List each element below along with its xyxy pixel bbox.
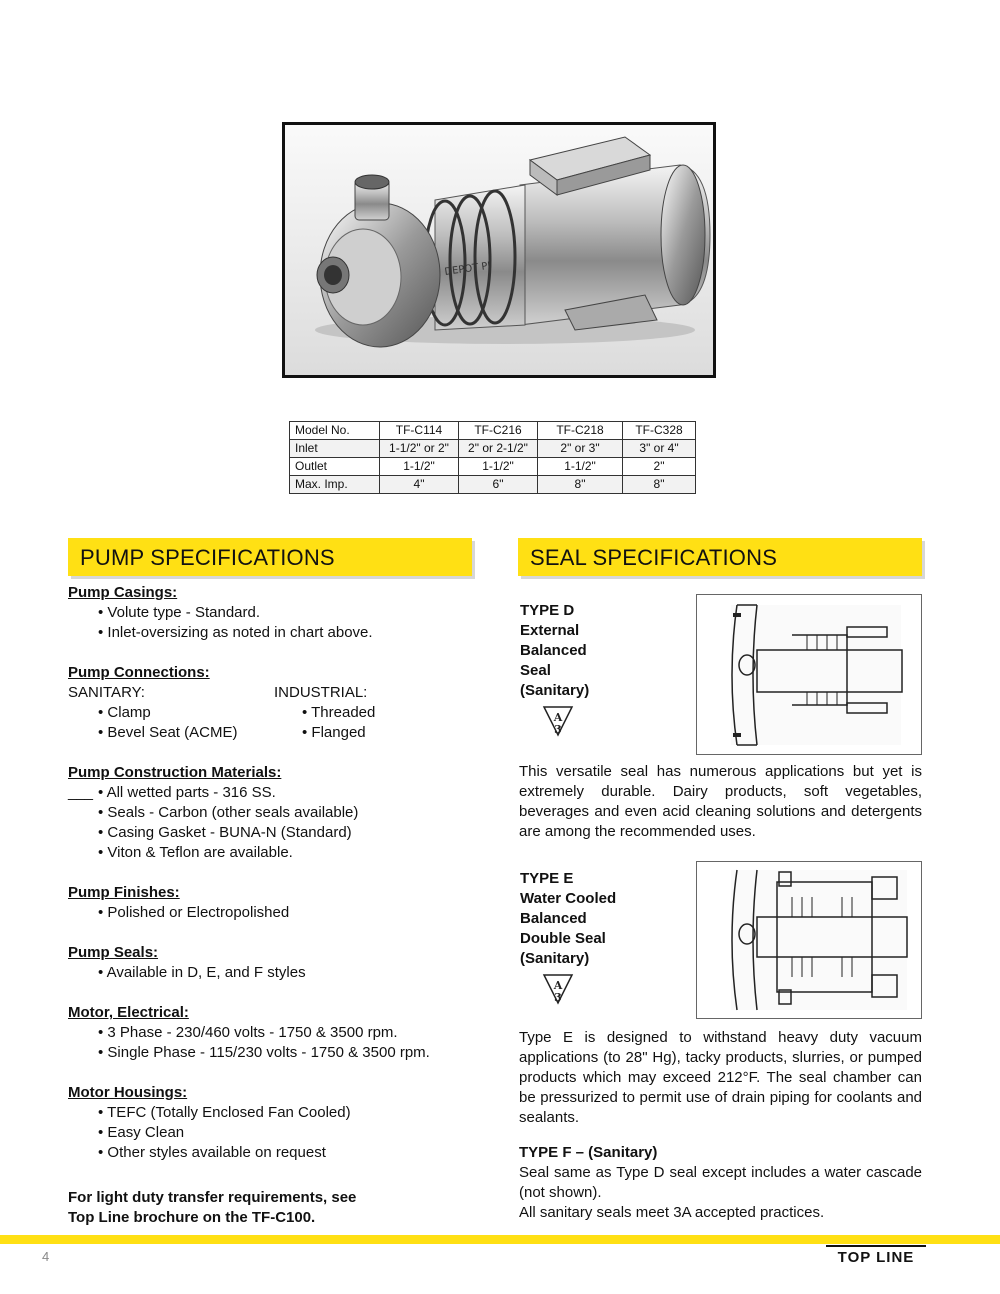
- table-cell: 8": [538, 476, 623, 494]
- table-row: [290, 422, 696, 440]
- type-e-line: TYPE E: [520, 870, 574, 887]
- light-duty-note-line-1: For light duty transfer requirements, see: [68, 1189, 357, 1206]
- table-cell: Inlet: [290, 440, 380, 458]
- 3a-badge-number: 3: [554, 991, 562, 1004]
- 3a-badge-number: 3: [554, 723, 562, 736]
- table-cell: Max. Imp.: [290, 476, 380, 494]
- table-cell: TF-C114: [380, 422, 459, 440]
- page-number: 4: [42, 1249, 50, 1264]
- pump-casings-heading: Pump Casings:: [68, 584, 178, 601]
- pump-specifications-body: [68, 583, 488, 1228]
- type-f-title: TYPE F – (Sanitary): [519, 1144, 658, 1161]
- list-item: • Threaded: [302, 704, 376, 721]
- list-item: • Inlet-oversizing as noted in chart above.: [98, 624, 373, 641]
- list-item: • TEFC (Totally Enclosed Fan Cooled): [98, 1104, 351, 1121]
- table-cell: 4": [380, 476, 459, 494]
- 3a-badge-letter: A: [553, 979, 563, 992]
- sanitary-note: All sanitary seals meet 3A accepted practices.: [519, 1204, 825, 1221]
- list-item: • Viton & Teflon are available.: [98, 844, 293, 861]
- list-item: • Available in D, E, and F styles: [98, 964, 306, 981]
- type-e-line: Balanced: [520, 910, 587, 927]
- type-d-line: TYPE D: [520, 602, 575, 619]
- type-f-description: Seal same as Type D seal except includes a water cascade (not shown).: [519, 1164, 922, 1201]
- type-f-section: [519, 1143, 922, 1223]
- list-item: [68, 783, 488, 803]
- type-d-line: Seal: [520, 662, 551, 679]
- type-e-title: [520, 869, 690, 969]
- type-d-line: (Sanitary): [520, 682, 590, 699]
- table-cell: 2" or 3": [538, 440, 623, 458]
- connections-grid: [68, 683, 488, 743]
- pump-photo: [282, 122, 716, 378]
- top-line-logo: [826, 1242, 926, 1264]
- table-cell: 1-1/2": [459, 458, 538, 476]
- table-cell: 1-1/2": [380, 458, 459, 476]
- type-d-seal-drawing: [696, 594, 922, 755]
- table-cell: TF-C218: [538, 422, 623, 440]
- list-item: • Casing Gasket - BUNA-N (Standard): [98, 824, 352, 841]
- table-row: [290, 476, 696, 494]
- list-item: • All wetted parts - 316 SS.: [98, 784, 276, 801]
- type-e-line: (Sanitary): [520, 950, 590, 967]
- table-cell: Outlet: [290, 458, 380, 476]
- type-d-title: [520, 601, 690, 701]
- table-cell: 1-1/2" or 2": [380, 440, 459, 458]
- table-cell: 2" or 2-1/2": [459, 440, 538, 458]
- list-item: • Clamp: [98, 704, 151, 721]
- table-cell: 6": [459, 476, 538, 494]
- type-e-seal-drawing: [696, 861, 922, 1019]
- table-cell: 1-1/2": [538, 458, 623, 476]
- logo-text: TOP LINE: [837, 1249, 915, 1264]
- sanitary-label: SANITARY:: [68, 684, 145, 701]
- seal-specifications-header: SEAL SPECIFICATIONS: [518, 538, 922, 576]
- pump-seals-heading: Pump Seals:: [68, 944, 159, 961]
- list-item: • Single Phase - 115/230 volts - 1750 & 3500 rpm.: [98, 1044, 430, 1061]
- 3a-symbol-icon: [540, 704, 576, 738]
- list-item: • 3 Phase - 230/460 volts - 1750 & 3500 rpm.: [98, 1024, 398, 1041]
- table-row: [290, 440, 696, 458]
- table-cell: Model No.: [290, 422, 380, 440]
- table-row: [290, 458, 696, 476]
- pump-connections-heading: Pump Connections:: [68, 664, 210, 681]
- table-cell: TF-C216: [459, 422, 538, 440]
- list-item: • Other styles available on request: [98, 1144, 326, 1161]
- type-e-line: Water Cooled: [520, 890, 617, 907]
- list-item: • Easy Clean: [98, 1124, 185, 1141]
- list-item: • Bevel Seat (ACME): [98, 724, 238, 741]
- table-cell: 8": [623, 476, 696, 494]
- list-item: • Volute type - Standard.: [98, 604, 261, 621]
- construction-materials-heading: Pump Construction Materials:: [68, 764, 282, 781]
- light-duty-note-line-2: Top Line brochure on the TF-C100.: [68, 1209, 316, 1226]
- table-cell: 2": [623, 458, 696, 476]
- table-cell: TF-C328: [623, 422, 696, 440]
- motor-housings-heading: Motor Housings:: [68, 1084, 188, 1101]
- list-item: • Seals - Carbon (other seals available): [98, 804, 359, 821]
- model-spec-table: [289, 421, 696, 494]
- motor-electrical-heading: Motor, Electrical:: [68, 1004, 189, 1021]
- 3a-badge-letter: A: [553, 711, 563, 724]
- type-e-line: Double Seal: [520, 930, 606, 947]
- industrial-label: INDUSTRIAL:: [274, 684, 368, 701]
- materials-rule: ___: [68, 784, 94, 801]
- list-item: • Flanged: [302, 724, 366, 741]
- pump-specifications-header: PUMP SPECIFICATIONS: [68, 538, 472, 576]
- table-cell: 3" or 4": [623, 440, 696, 458]
- type-e-description: Type E is designed to withstand heavy duty vacuum applications (to 28" Hg), tacky products, slurries, or pumped products which may exceed 212°F. The seal chamber can be pressurized to permit use of drain piping for coolants and sealants.: [519, 1029, 922, 1126]
- type-d-line: Balanced: [520, 642, 587, 659]
- svg-text:DEPOT PI: DEPOT PI: [443, 260, 492, 278]
- 3a-symbol-icon: [540, 972, 576, 1006]
- type-d-line: External: [520, 622, 580, 639]
- pump-finishes-heading: Pump Finishes:: [68, 884, 180, 901]
- list-item: • Polished or Electropolished: [98, 904, 290, 921]
- type-d-description: This versatile seal has numerous applications but yet is extremely durable. Dairy products, soft vegetables, beverages and even acid cleaning solutions and detergents are among the recommended uses.: [519, 763, 922, 840]
